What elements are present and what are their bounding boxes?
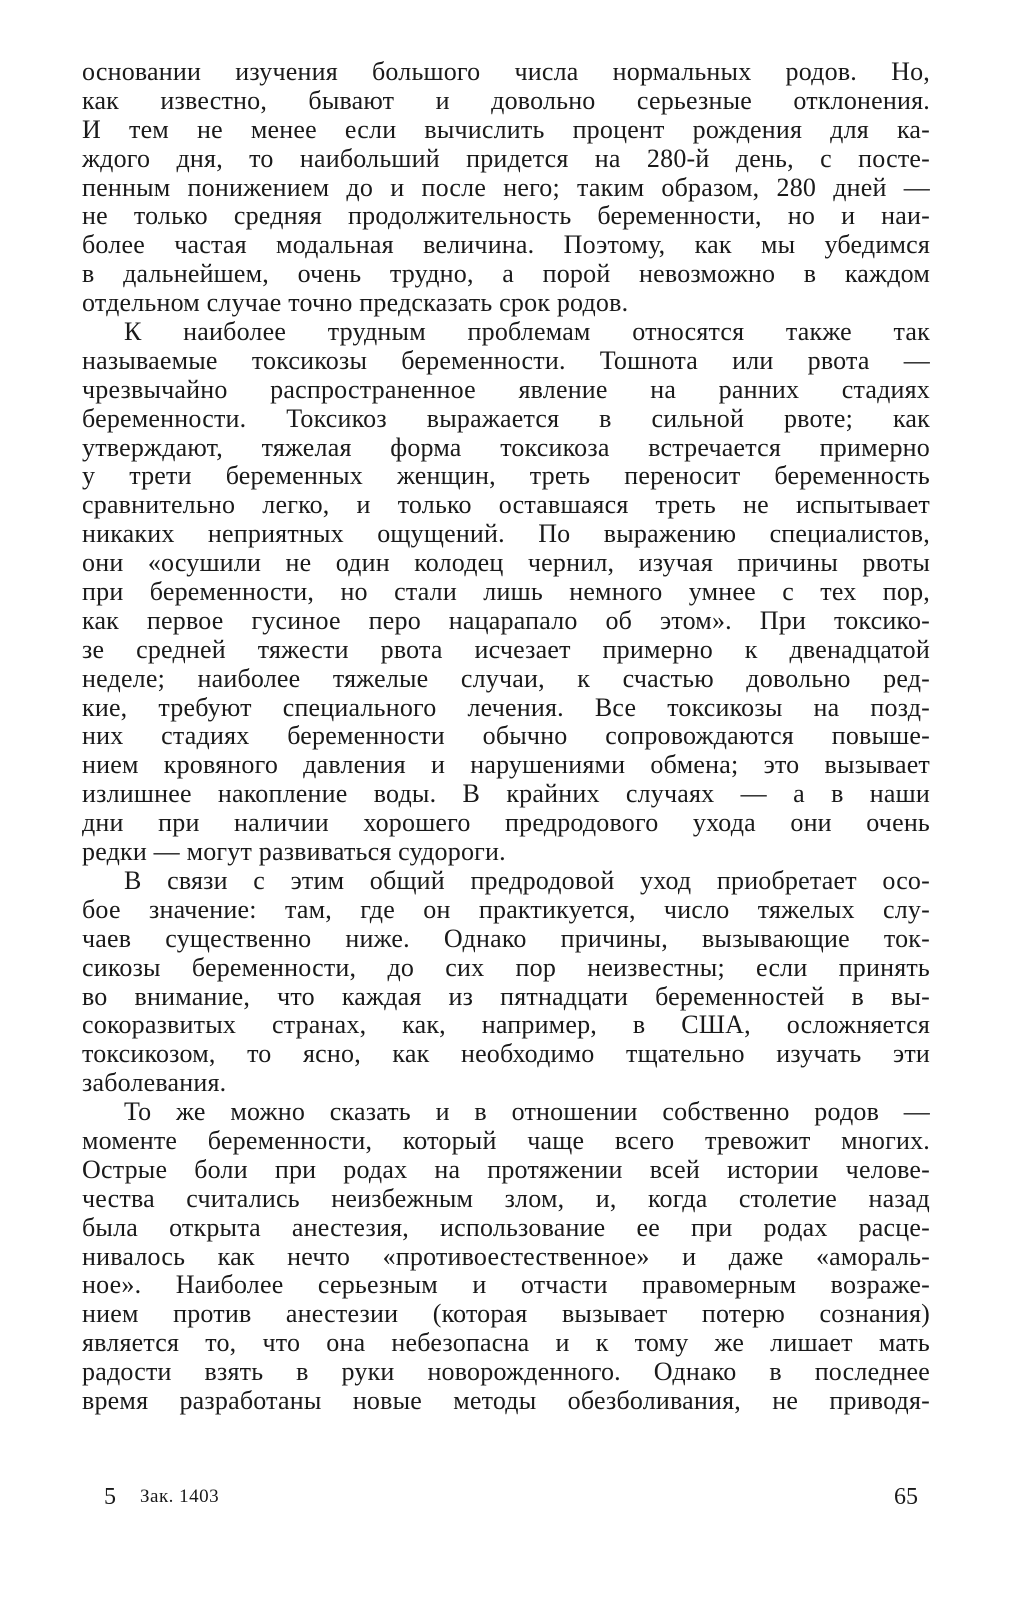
text-line: редки — могут развиваться судороги. — [82, 837, 506, 867]
text-line: токсикозом, то ясно, как необходимо тщательно изучать эти — [82, 1039, 930, 1069]
text-line: кие, требуют специального лечения. Все токсикозы на позд- — [82, 692, 930, 722]
text-line: чества считались неизбежным злом, и, когда столетие назад — [82, 1183, 930, 1213]
text-line: называемые токсикозы беременности. Тошнота или рвота — — [82, 345, 930, 375]
print-order-label: Зак. 1403 — [140, 1486, 220, 1507]
text-line: ное». Наиболее серьезным и отчасти правомерным возраже- — [82, 1270, 930, 1300]
text-line: В связи с этим общий предродовой уход приобретает осо- — [124, 865, 930, 895]
text-line: чрезвычайно распространенное явление на ранних стадиях — [82, 374, 930, 404]
text-line: более частая модальная величина. Поэтому, как мы убедимся — [82, 230, 930, 260]
text-line: была открыта анестезия, использование ее при родах расце- — [82, 1212, 930, 1242]
text-line: утверждают, тяжелая форма токсикоза встречается примерно — [82, 432, 930, 462]
text-line: не только средняя продолжительность беременности, но и наи- — [82, 201, 930, 231]
text-line: у трети беременных женщин, треть переносит беременность — [82, 461, 930, 491]
text-line: К наиболее трудным проблемам относятся также так — [124, 317, 930, 347]
text-line: радости взять в руки новорожденного. Однако в последнее — [82, 1357, 930, 1387]
text-line: И тем не менее если вычислить процент рождения для ка- — [82, 114, 930, 144]
text-line: неделе; наиболее тяжелые случаи, к счастью довольно ред- — [82, 663, 930, 693]
text-line: является то, что она небезопасна и к тому же лишает мать — [82, 1328, 930, 1358]
page-text-body — [82, 58, 930, 1416]
text-line: как первое гусиное перо нацарапало об этом». При токсико- — [82, 605, 930, 635]
text-line: никаких неприятных ощущений. По выражению специалистов, — [82, 519, 930, 549]
text-line: сокоразвитых странах, как, например, в США, осложняется — [82, 1010, 930, 1040]
text-line: беременности. Токсикоз выражается в сильной рвоте; как — [82, 403, 930, 433]
text-line: бое значение: там, где он практикуется, число тяжелых слу- — [82, 894, 930, 924]
text-line: пенным понижением до и после него; таким образом, 280 дней — — [82, 172, 930, 202]
text-line: Острые боли при родах на протяжении всей истории челове- — [82, 1154, 930, 1184]
text-line: заболевания. — [82, 1068, 227, 1098]
text-line: То же можно сказать и в отношении собственно родов — — [124, 1097, 930, 1127]
text-line: они «осушили не один колодец чернил, изучая причины рвоты — [82, 548, 930, 578]
text-line: сравнительно легко, и только оставшаяся треть не испытывает — [82, 490, 930, 520]
text-line: сикозы беременности, до сих пор неизвестны; если принять — [82, 952, 930, 982]
text-line: во внимание, что каждая из пятнадцати беременностей в вы- — [82, 981, 930, 1011]
text-line: ждого дня, то наибольший придется на 280-й день, с посте- — [82, 143, 930, 173]
text-line: отдельном случае точно предсказать срок родов. — [82, 288, 629, 318]
page-number: 65 — [894, 1484, 918, 1510]
text-line: дни при наличии хорошего предродового ухода они очень — [82, 808, 930, 838]
text-line: них стадиях беременности обычно сопровождаются повыше- — [82, 721, 930, 751]
text-line: при беременности, но стали лишь немного умнее с тех пор, — [82, 577, 930, 607]
text-line: чаев существенно ниже. Однако причины, вызывающие ток- — [82, 923, 930, 953]
text-line: зе средней тяжести рвота исчезает примерно к двенадцатой — [82, 634, 930, 664]
text-line: излишнее накопление воды. В крайних случаях — а в наши — [82, 779, 930, 809]
text-line: моменте беременности, который чаще всего тревожит многих. — [82, 1125, 930, 1155]
text-line: нием против анестезии (которая вызывает потерю сознания) — [82, 1299, 930, 1329]
text-line: основании изучения большого числа нормальных родов. Но, — [82, 57, 930, 86]
text-line: нивалось как нечто «противоестественное» и даже «амораль- — [82, 1241, 930, 1271]
text-line: время разработаны новые методы обезболивания, не приводя- — [82, 1385, 930, 1415]
text-line: нием кровяного давления и нарушениями обмена; это вызывает — [82, 750, 930, 780]
text-line: как известно, бывают и довольно серьезные отклонения. — [82, 85, 930, 115]
signature-number: 5 — [104, 1484, 116, 1510]
text-line: в дальнейшем, очень трудно, а порой невозможно в каждом — [82, 259, 930, 289]
page-footer — [82, 1484, 930, 1514]
